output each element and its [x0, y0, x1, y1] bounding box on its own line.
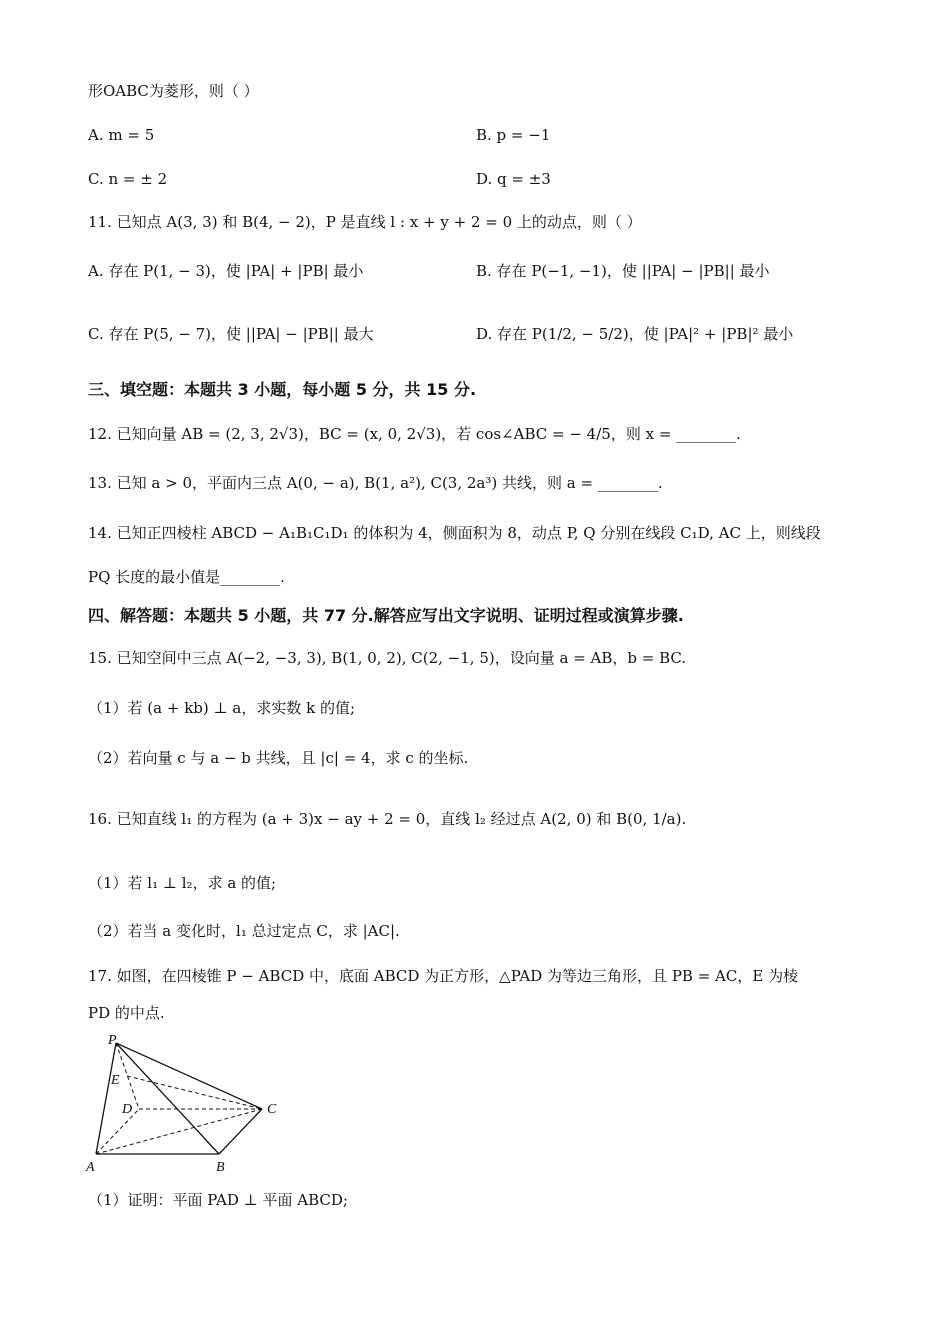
q16-part2: （2）若当 a 变化时，l₁ 总过定点 C，求 |AC|.: [88, 922, 400, 940]
label-c: C: [267, 1102, 277, 1117]
edge-pc: [116, 1043, 262, 1109]
q17-line1: 17. 如图，在四棱锥 P − ABCD 中，底面 ABCD 为正方形，△PAD 为等边三角形，且 PB = AC，E 为棱: [88, 967, 799, 985]
q10-option-d: D. q = ±3: [476, 170, 551, 188]
q14-line1: 14. 已知正四棱柱 ABCD − A₁B₁C₁D₁ 的体积为 4，侧面积为 8，动点 P, Q 分别在线段 C₁D, AC 上，则线段: [88, 524, 821, 542]
q10-option-c: C. n = ± 2: [88, 170, 168, 188]
q11-option-a: A. 存在 P(1, − 3)，使 |PA| + |PB| 最小: [88, 262, 364, 280]
label-p: P: [108, 1034, 117, 1048]
q10-option-b: B. p = −1: [476, 126, 551, 144]
label-d: D: [122, 1102, 133, 1117]
q12: 12. 已知向量 AB = (2, 3, 2√3)，BC = (x, 0, 2√3)，若 cos∠ABC = − 4/5，则 x = ________.: [88, 425, 741, 443]
q11-stem: 11. 已知点 A(3, 3) 和 B(4, − 2)，P 是直线 l : x + y + 2 = 0 上的动点，则（ ）: [88, 213, 642, 231]
label-a: A: [86, 1160, 95, 1175]
section4-heading: 四、解答题：本题共 5 小题，共 77 分.解答应写出文字说明、证明过程或演算步骤.: [88, 606, 684, 625]
q15-part2: （2）若向量 c 与 a − b 共线，且 |c| = 4，求 c 的坐标.: [88, 749, 469, 767]
edge-pa: [96, 1043, 116, 1154]
pyramid-figure: [84, 1034, 294, 1180]
edge-ac: [96, 1109, 262, 1154]
q11-option-b: B. 存在 P(−1, −1)，使 ||PA| − |PB|| 最小: [476, 262, 770, 280]
q13: 13. 已知 a > 0，平面内三点 A(0, − a), B(1, a²), C(3, 2a³) 共线，则 a = ________.: [88, 474, 663, 492]
q11-option-d: D. 存在 P(1/2, − 5/2)，使 |PA|² + |PB|² 最小: [476, 325, 794, 343]
label-b: B: [216, 1160, 225, 1175]
edge-pb: [116, 1043, 219, 1154]
q10-option-a: A. m = 5: [88, 126, 155, 144]
q11-option-c: C. 存在 P(5, − 7)，使 ||PA| − |PB|| 最大: [88, 325, 374, 343]
q17-part1: （1）证明：平面 PAD ⊥ 平面 ABCD;: [88, 1191, 348, 1209]
q17-line2: PD 的中点.: [88, 1004, 165, 1022]
q16-stem: 16. 已知直线 l₁ 的方程为 (a + 3)x − ay + 2 = 0，直线 l₂ 经过点 A(2, 0) 和 B(0, 1/a).: [88, 810, 687, 828]
edge-bc: [219, 1109, 262, 1154]
edge-ec: [127, 1076, 262, 1109]
label-e: E: [111, 1073, 120, 1088]
q10-tail: 形OABC为菱形，则（ ）: [88, 82, 259, 100]
section3-heading: 三、填空题：本题共 3 小题，每小题 5 分，共 15 分.: [88, 380, 477, 399]
q14-line2: PQ 长度的最小值是________.: [88, 568, 285, 586]
q16-part1: （1）若 l₁ ⊥ l₂，求 a 的值;: [88, 874, 277, 892]
q15-part1: （1）若 (a + kb) ⊥ a，求实数 k 的值;: [88, 699, 356, 717]
q15-stem: 15. 已知空间中三点 A(−2, −3, 3), B(1, 0, 2), C(2, −1, 5)，设向量 a = AB，b = BC.: [88, 649, 687, 667]
